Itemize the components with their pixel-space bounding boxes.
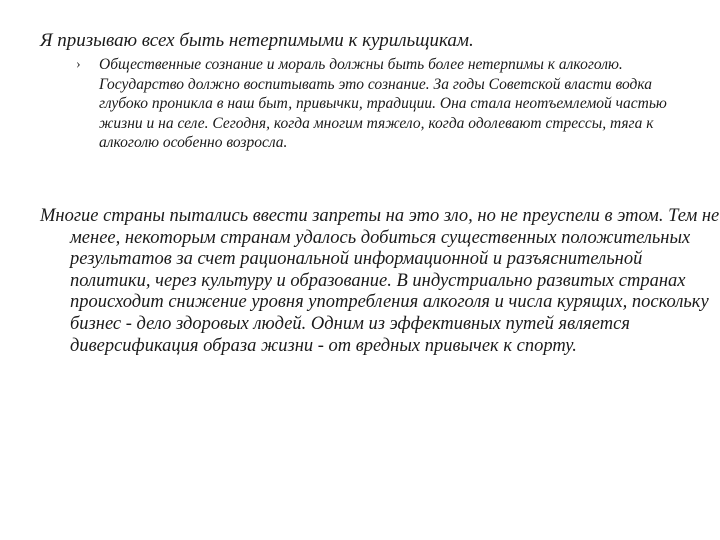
bullet-item-text: Общественные сознание и мораль должны быть более нетерпимы к алкоголю. Государство должно воспитывать это сознание. За годы Советской власти водка глубоко проникла в наш быт, привычки, традиции. Она стала неотъемлемой частью жизни и на селе. Сегодня, когда многим тяжело, когда одолевают стрессы, тяга к алкоголю особенно возросла. <box>99 56 667 151</box>
body-paragraph: Многие страны пытались ввести запреты на это зло, но не преуспели в этом. Тем не менее, некоторым странам удалось добиться существенных положительных результатов за счет рациональной информационной и разъяснительной политики, через культуру и образование. В индустриально развитых странах происходит снижение уровня употребления алкоголя и числа курящих, поскольку бизнес - дело здоровых людей. Одним из эффективных путей является диверсификация образа жизни - от вредных привычек к спорту. <box>40 206 720 356</box>
bullet-chevron-icon: › <box>76 57 81 72</box>
slide-heading: Я призываю всех быть нетерпимыми к курильщикам. <box>40 30 474 51</box>
bullet-list-item <box>76 55 686 153</box>
